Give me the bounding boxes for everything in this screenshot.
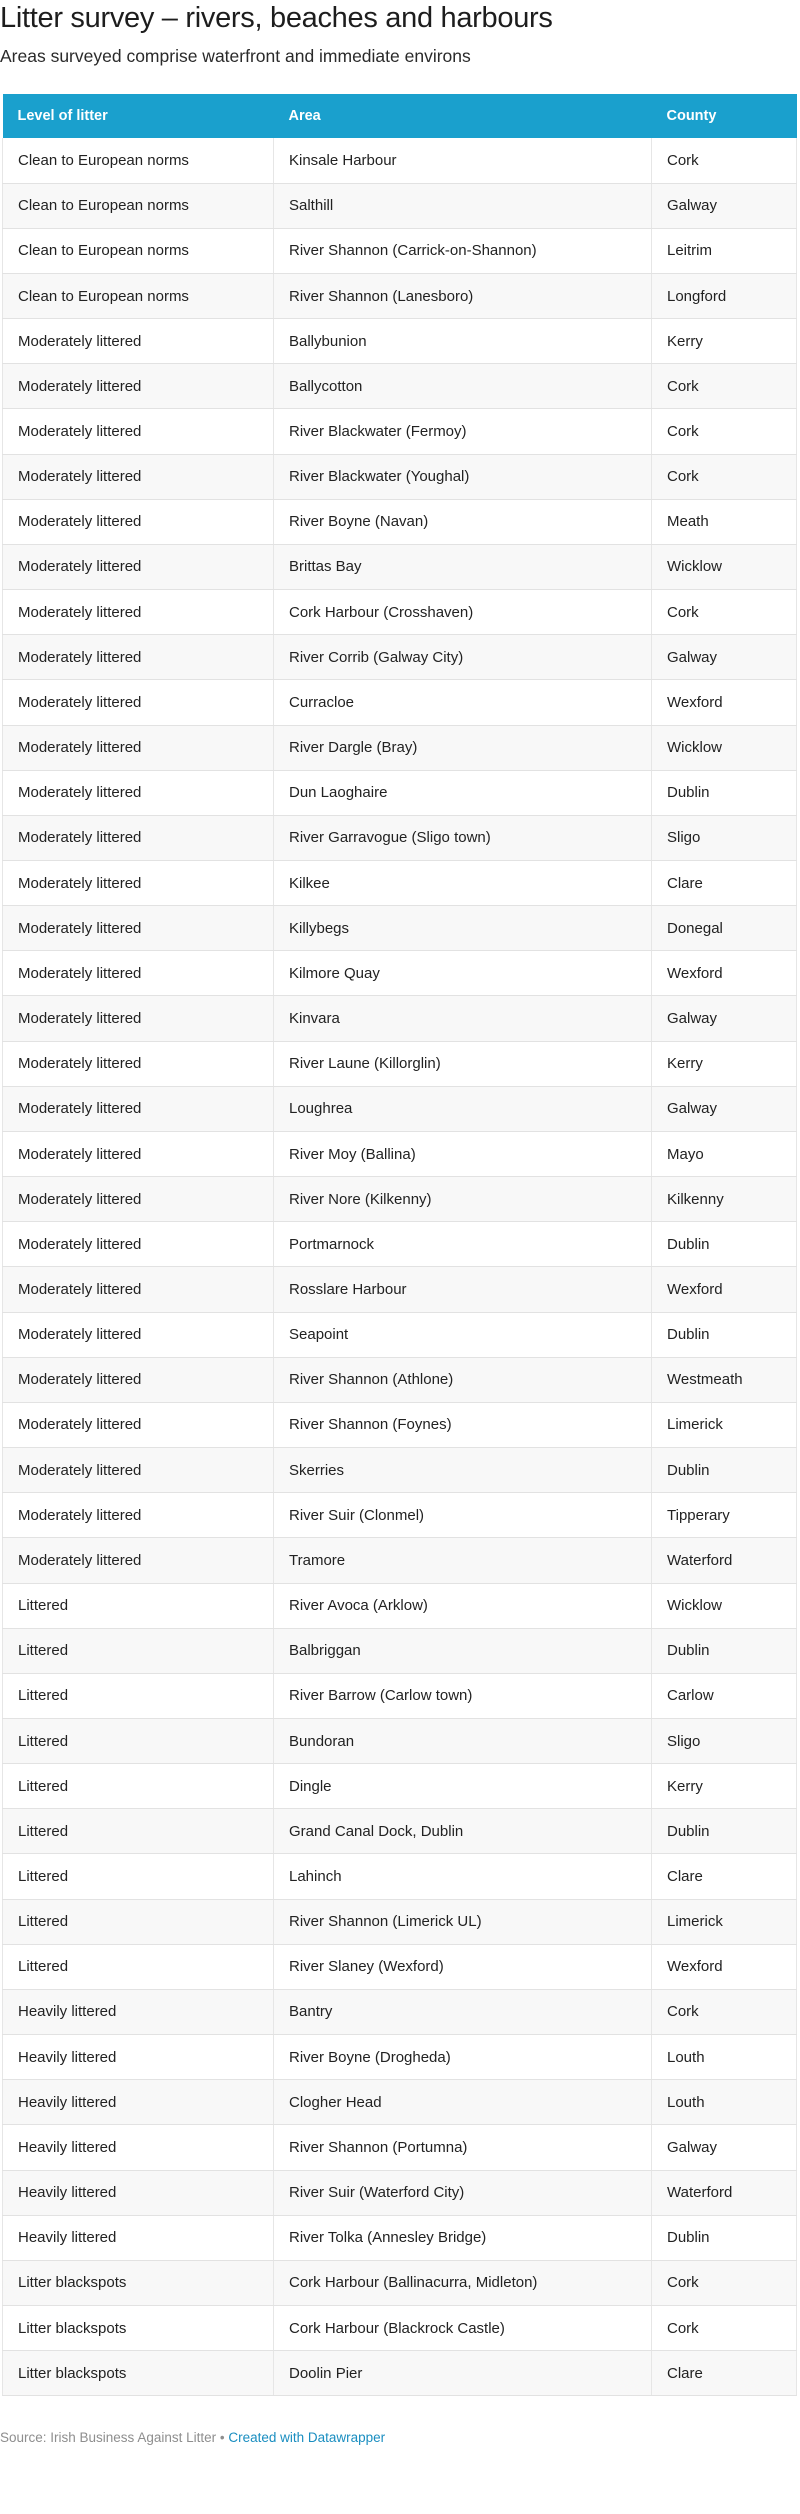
table-row — [3, 1131, 797, 1176]
cell-level: Moderately littered — [3, 499, 274, 544]
table-row — [3, 1989, 797, 2034]
cell-level: Heavily littered — [3, 1989, 274, 2034]
cell-level: Litter blackspots — [3, 2260, 274, 2305]
cell-level: Littered — [3, 1854, 274, 1899]
cell-county: Tipperary — [652, 1493, 797, 1538]
cell-county: Waterford — [652, 2170, 797, 2215]
table-row — [3, 1222, 797, 1267]
cell-level: Moderately littered — [3, 1131, 274, 1176]
cell-area: River Suir (Clonmel) — [274, 1493, 652, 1538]
cell-county: Galway — [652, 2125, 797, 2170]
table-row — [3, 138, 797, 183]
cell-area: Skerries — [274, 1448, 652, 1493]
cell-area: Ballycotton — [274, 364, 652, 409]
cell-county: Dublin — [652, 770, 797, 815]
cell-county: Donegal — [652, 906, 797, 951]
table-row — [3, 544, 797, 589]
cell-county: Wicklow — [652, 725, 797, 770]
table-row — [3, 1448, 797, 1493]
cell-county: Longford — [652, 273, 797, 318]
table-row — [3, 1673, 797, 1718]
cell-area: River Corrib (Galway City) — [274, 635, 652, 680]
cell-area: Kinvara — [274, 996, 652, 1041]
table-row — [3, 1402, 797, 1447]
table-row — [3, 1583, 797, 1628]
cell-area: River Garravogue (Sligo town) — [274, 815, 652, 860]
cell-area: Cork Harbour (Ballinacurra, Midleton) — [274, 2260, 652, 2305]
cell-level: Moderately littered — [3, 1312, 274, 1357]
cell-county: Clare — [652, 1854, 797, 1899]
cell-county: Dublin — [652, 1312, 797, 1357]
cell-level: Moderately littered — [3, 1222, 274, 1267]
cell-area: Salthill — [274, 183, 652, 228]
table-row — [3, 770, 797, 815]
cell-level: Moderately littered — [3, 635, 274, 680]
cell-level: Littered — [3, 1764, 274, 1809]
table-row — [3, 364, 797, 409]
cell-level: Moderately littered — [3, 1448, 274, 1493]
table-row — [3, 319, 797, 364]
table-row — [3, 1628, 797, 1673]
table-row — [3, 454, 797, 499]
cell-county: Galway — [652, 183, 797, 228]
column-header-level[interactable]: Level of litter — [3, 94, 274, 138]
cell-level: Littered — [3, 1899, 274, 1944]
cell-level: Moderately littered — [3, 1041, 274, 1086]
cell-county: Cork — [652, 590, 797, 635]
cell-area: Tramore — [274, 1538, 652, 1583]
cell-area: River Laune (Killorglin) — [274, 1041, 652, 1086]
cell-area: Bundoran — [274, 1718, 652, 1763]
table-row — [3, 1267, 797, 1312]
cell-county: Dublin — [652, 1448, 797, 1493]
cell-area: Cork Harbour (Crosshaven) — [274, 590, 652, 635]
cell-area: River Boyne (Navan) — [274, 499, 652, 544]
cell-area: Curracloe — [274, 680, 652, 725]
cell-county: Limerick — [652, 1402, 797, 1447]
cell-county: Dublin — [652, 1628, 797, 1673]
cell-county: Cork — [652, 409, 797, 454]
cell-area: River Avoca (Arklow) — [274, 1583, 652, 1628]
cell-area: Rosslare Harbour — [274, 1267, 652, 1312]
cell-county: Cork — [652, 1989, 797, 2034]
cell-county: Sligo — [652, 1718, 797, 1763]
table-row — [3, 1086, 797, 1131]
cell-county: Leitrim — [652, 228, 797, 273]
table-row — [3, 183, 797, 228]
cell-level: Moderately littered — [3, 1267, 274, 1312]
table-row — [3, 1312, 797, 1357]
cell-level: Moderately littered — [3, 1086, 274, 1131]
cell-county: Wexford — [652, 680, 797, 725]
cell-area: River Blackwater (Fermoy) — [274, 409, 652, 454]
cell-level: Moderately littered — [3, 319, 274, 364]
cell-area: River Slaney (Wexford) — [274, 1944, 652, 1989]
cell-level: Clean to European norms — [3, 183, 274, 228]
cell-level: Moderately littered — [3, 1402, 274, 1447]
table-row — [3, 409, 797, 454]
cell-county: Sligo — [652, 815, 797, 860]
cell-level: Litter blackspots — [3, 2306, 274, 2351]
cell-area: Grand Canal Dock, Dublin — [274, 1809, 652, 1854]
cell-level: Heavily littered — [3, 2080, 274, 2125]
table-row — [3, 1493, 797, 1538]
cell-county: Clare — [652, 2351, 797, 2396]
cell-level: Heavily littered — [3, 2170, 274, 2215]
cell-county: Wicklow — [652, 544, 797, 589]
cell-level: Clean to European norms — [3, 273, 274, 318]
cell-level: Clean to European norms — [3, 138, 274, 183]
cell-county: Cork — [652, 138, 797, 183]
column-header-county[interactable]: County — [652, 94, 797, 138]
cell-area: Doolin Pier — [274, 2351, 652, 2396]
table-row — [3, 1177, 797, 1222]
cell-area: Kilkee — [274, 861, 652, 906]
cell-level: Moderately littered — [3, 1538, 274, 1583]
table-row — [3, 815, 797, 860]
table-row — [3, 680, 797, 725]
cell-level: Littered — [3, 1809, 274, 1854]
cell-county: Limerick — [652, 1899, 797, 1944]
page-subtitle: Areas surveyed comprise waterfront and immediate environs — [0, 46, 471, 66]
cell-area: Bantry — [274, 1989, 652, 2034]
table-row — [3, 725, 797, 770]
cell-area: Loughrea — [274, 1086, 652, 1131]
cell-level: Heavily littered — [3, 2035, 274, 2080]
cell-level: Littered — [3, 1628, 274, 1673]
table-row — [3, 1764, 797, 1809]
table-body — [3, 138, 797, 2396]
source-note: Source: Irish Business Against Litter — [0, 2430, 217, 2445]
cell-county: Cork — [652, 2260, 797, 2305]
cell-level: Moderately littered — [3, 815, 274, 860]
litter-survey-table — [2, 94, 797, 2396]
cell-county: Meath — [652, 499, 797, 544]
table-row — [3, 1357, 797, 1402]
cell-area: Kilmore Quay — [274, 951, 652, 996]
cell-county: Carlow — [652, 1673, 797, 1718]
table-row — [3, 2125, 797, 2170]
cell-county: Dublin — [652, 1222, 797, 1267]
cell-area: River Shannon (Athlone) — [274, 1357, 652, 1402]
cell-county: Kilkenny — [652, 1177, 797, 1222]
cell-area: Dingle — [274, 1764, 652, 1809]
table-row — [3, 2306, 797, 2351]
table-row — [3, 635, 797, 680]
cell-county: Waterford — [652, 1538, 797, 1583]
cell-level: Moderately littered — [3, 364, 274, 409]
cell-level: Moderately littered — [3, 1177, 274, 1222]
table-row — [3, 951, 797, 996]
cell-level: Moderately littered — [3, 680, 274, 725]
cell-area: Portmarnock — [274, 1222, 652, 1267]
table-row — [3, 2260, 797, 2305]
cell-county: Wicklow — [652, 1583, 797, 1628]
cell-area: Ballybunion — [274, 319, 652, 364]
cell-county: Cork — [652, 364, 797, 409]
footer — [0, 2429, 385, 2447]
cell-area: River Dargle (Bray) — [274, 725, 652, 770]
cell-level: Moderately littered — [3, 725, 274, 770]
cell-county: Cork — [652, 454, 797, 499]
table-row — [3, 2035, 797, 2080]
cell-level: Moderately littered — [3, 454, 274, 499]
cell-area: River Blackwater (Youghal) — [274, 454, 652, 499]
table-row — [3, 1041, 797, 1086]
cell-area: Kinsale Harbour — [274, 138, 652, 183]
cell-level: Moderately littered — [3, 996, 274, 1041]
cell-level: Moderately littered — [3, 1493, 274, 1538]
cell-area: River Nore (Kilkenny) — [274, 1177, 652, 1222]
cell-county: Louth — [652, 2035, 797, 2080]
table-row — [3, 590, 797, 635]
cell-county: Kerry — [652, 1764, 797, 1809]
cell-county: Wexford — [652, 1944, 797, 1989]
table-header-row — [3, 94, 797, 138]
cell-area: River Shannon (Portumna) — [274, 2125, 652, 2170]
cell-county: Kerry — [652, 319, 797, 364]
table-row — [3, 2215, 797, 2260]
cell-level: Moderately littered — [3, 861, 274, 906]
cell-county: Dublin — [652, 2215, 797, 2260]
cell-area: Dun Laoghaire — [274, 770, 652, 815]
cell-level: Littered — [3, 1583, 274, 1628]
table-row — [3, 273, 797, 318]
table-row — [3, 2351, 797, 2396]
cell-level: Moderately littered — [3, 951, 274, 996]
cell-level: Moderately littered — [3, 1357, 274, 1402]
table-row — [3, 861, 797, 906]
cell-level: Moderately littered — [3, 906, 274, 951]
cell-level: Heavily littered — [3, 2215, 274, 2260]
table-row — [3, 996, 797, 1041]
table-row — [3, 1718, 797, 1763]
table-row — [3, 2170, 797, 2215]
cell-area: River Shannon (Lanesboro) — [274, 273, 652, 318]
cell-level: Moderately littered — [3, 544, 274, 589]
cell-county: Galway — [652, 996, 797, 1041]
cell-area: River Shannon (Carrick-on-Shannon) — [274, 228, 652, 273]
cell-level: Heavily littered — [3, 2125, 274, 2170]
cell-level: Littered — [3, 1718, 274, 1763]
cell-level: Moderately littered — [3, 590, 274, 635]
cell-county: Dublin — [652, 1809, 797, 1854]
table-header — [3, 94, 797, 138]
cell-level: Litter blackspots — [3, 2351, 274, 2396]
cell-level: Littered — [3, 1944, 274, 1989]
cell-area: River Boyne (Drogheda) — [274, 2035, 652, 2080]
cell-county: Clare — [652, 861, 797, 906]
cell-area: River Shannon (Limerick UL) — [274, 1899, 652, 1944]
table-row — [3, 1854, 797, 1899]
datawrapper-credit-link[interactable]: Created with Datawrapper — [228, 2430, 386, 2445]
cell-level: Moderately littered — [3, 770, 274, 815]
cell-county: Westmeath — [652, 1357, 797, 1402]
cell-county: Galway — [652, 1086, 797, 1131]
cell-area: River Barrow (Carlow town) — [274, 1673, 652, 1718]
cell-area: Balbriggan — [274, 1628, 652, 1673]
cell-county: Louth — [652, 2080, 797, 2125]
cell-level: Clean to European norms — [3, 228, 274, 273]
page-title: Litter survey – rivers, beaches and harbours — [0, 2, 553, 34]
cell-level: Littered — [3, 1673, 274, 1718]
cell-area: River Tolka (Annesley Bridge) — [274, 2215, 652, 2260]
cell-county: Cork — [652, 2306, 797, 2351]
table-row — [3, 1538, 797, 1583]
table-row — [3, 228, 797, 273]
cell-county: Mayo — [652, 1131, 797, 1176]
cell-area: River Moy (Ballina) — [274, 1131, 652, 1176]
cell-county: Kerry — [652, 1041, 797, 1086]
cell-area: Lahinch — [274, 1854, 652, 1899]
cell-area: Brittas Bay — [274, 544, 652, 589]
cell-level: Moderately littered — [3, 409, 274, 454]
column-header-area[interactable]: Area — [274, 94, 652, 138]
table-row — [3, 1809, 797, 1854]
table-row — [3, 906, 797, 951]
cell-area: River Shannon (Foynes) — [274, 1402, 652, 1447]
cell-area: Clogher Head — [274, 2080, 652, 2125]
cell-county: Galway — [652, 635, 797, 680]
cell-area: Cork Harbour (Blackrock Castle) — [274, 2306, 652, 2351]
table-row — [3, 2080, 797, 2125]
table-row — [3, 1899, 797, 1944]
cell-area: Seapoint — [274, 1312, 652, 1357]
footer-separator: • — [216, 2430, 229, 2445]
cell-county: Wexford — [652, 951, 797, 996]
table-row — [3, 499, 797, 544]
table-row — [3, 1944, 797, 1989]
cell-area: Killybegs — [274, 906, 652, 951]
cell-area: River Suir (Waterford City) — [274, 2170, 652, 2215]
cell-county: Wexford — [652, 1267, 797, 1312]
